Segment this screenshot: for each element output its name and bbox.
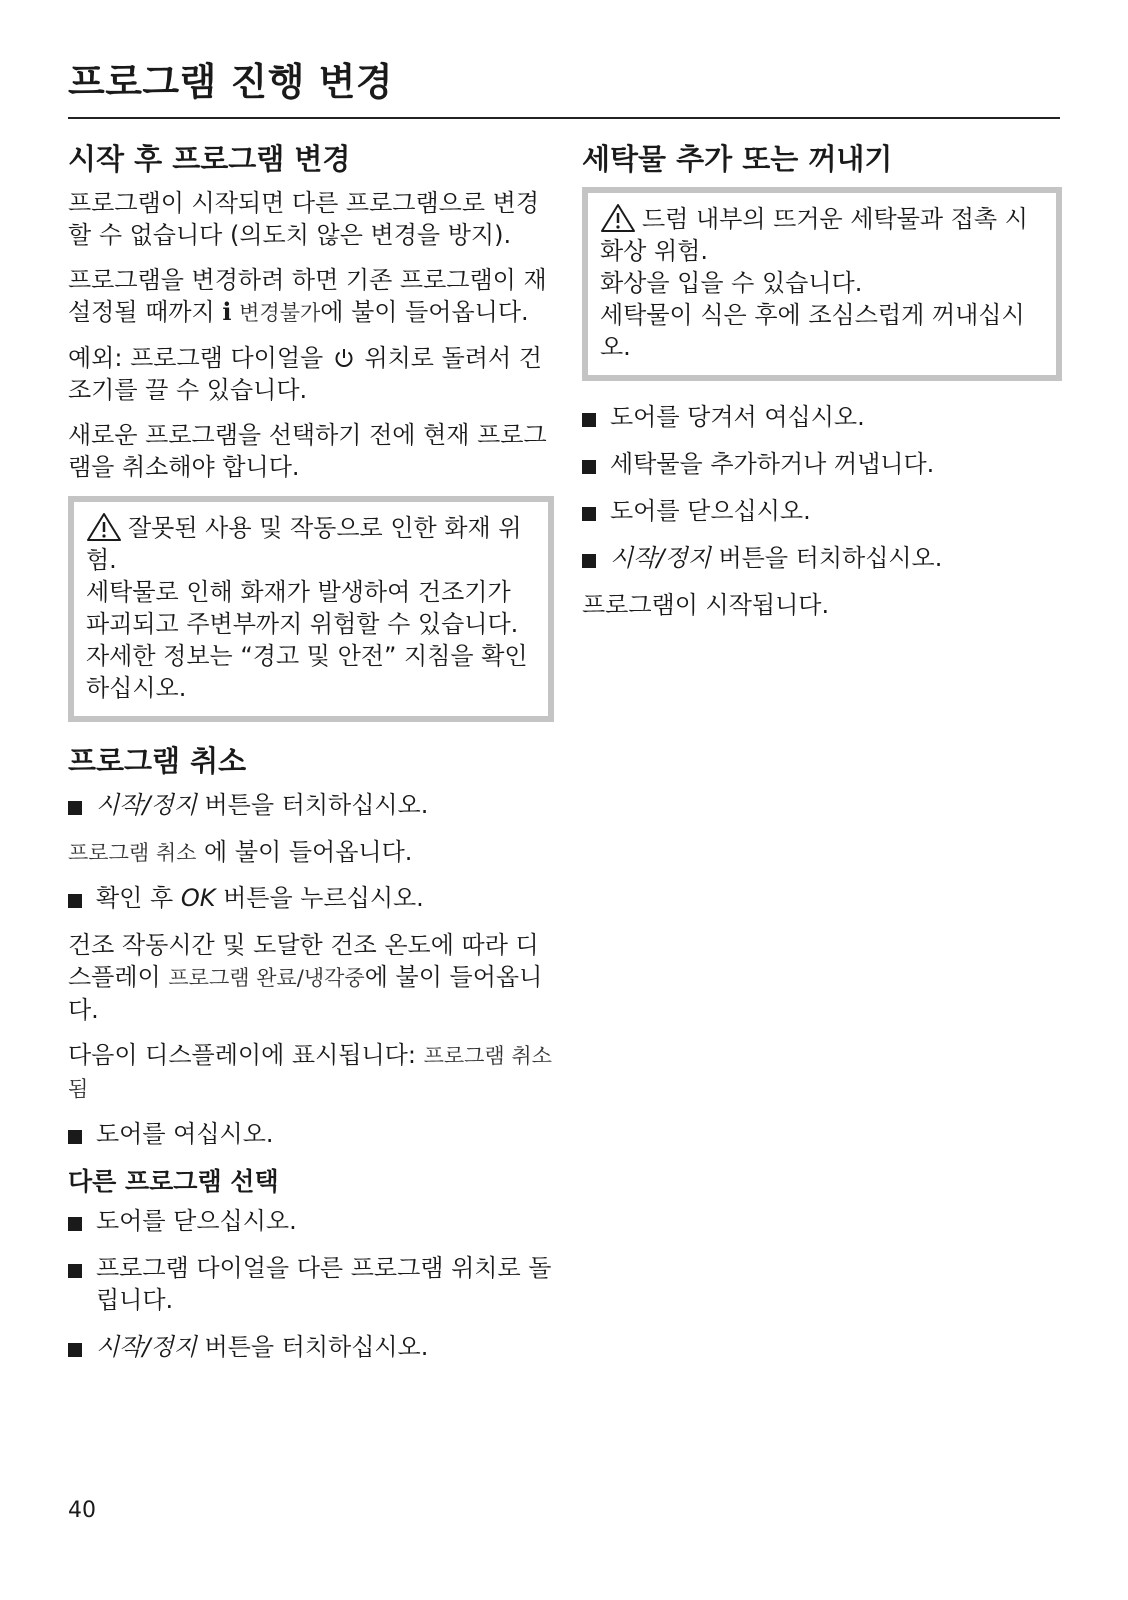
text: 위치로 돌려서 건조기를 끌 수 있습니다. <box>68 344 542 405</box>
paragraph-display-shows <box>68 1039 554 1105</box>
paragraph-change-attempt <box>68 264 554 329</box>
display-text-program-cancel: 프로그램 취소 <box>68 841 197 866</box>
paragraph-exception <box>68 342 554 406</box>
fire-warning-box <box>68 496 554 722</box>
text: 세탁물을 추가하거나 꺼냅니다. <box>610 450 935 479</box>
warning-triangle-icon <box>86 512 122 542</box>
list-item <box>68 882 554 914</box>
paragraph-drying-complete <box>68 929 554 1026</box>
bullet-square-icon <box>582 554 596 568</box>
text: 에 불이 들어옵니다. <box>320 298 529 327</box>
text: 확인 후 <box>96 884 181 913</box>
power-off-icon <box>333 347 355 369</box>
text: 버튼을 누르십시오. <box>215 884 424 913</box>
warning-line: 세탁물이 식은 후에 조심스럽게 꺼내십시오. <box>600 301 1025 362</box>
list-item <box>68 1252 554 1316</box>
text: 버튼을 터치하십시오. <box>196 1333 429 1362</box>
text: 도어를 당겨서 여십시오. <box>610 403 865 432</box>
title-rule <box>68 117 1060 119</box>
text: 도어를 닫으십시오. <box>610 497 811 526</box>
list-item <box>582 542 1062 574</box>
list-item <box>68 1205 554 1237</box>
text: 도어를 여십시오. <box>96 1120 274 1149</box>
bullet-square-icon <box>582 460 596 474</box>
text: 잘못된 사용 및 작동으로 인한 화재 위험. <box>86 514 522 575</box>
list-item <box>582 401 1062 433</box>
text: 에 불이 들어옵니다. <box>68 963 543 1025</box>
display-text-program-cancelled: 프로그램 취소됨 <box>68 1044 552 1102</box>
bullet-square-icon <box>68 1130 82 1144</box>
display-text-program-complete: 프로그램 완료/냉각중 <box>168 966 365 991</box>
section-title-add-remove-laundry: 세탁물 추가 또는 꺼내기 <box>582 142 893 176</box>
list-item <box>582 448 1062 480</box>
text: 건조 작동시간 및 도달한 건조 온도에 따라 디스플레이 <box>68 931 539 992</box>
bullet-square-icon <box>68 1264 82 1278</box>
list-item <box>68 789 554 821</box>
bullet-square-icon <box>68 1217 82 1231</box>
paragraph-cancel-lit <box>68 836 554 869</box>
bullet-square-icon <box>68 1343 82 1357</box>
start-stop-label: 시작/정지 <box>96 791 197 820</box>
text: 버튼을 터치하십시오. <box>710 544 943 573</box>
start-stop-label: 시작/정지 <box>610 544 711 573</box>
display-text-change-not-possible: 변경불가 <box>239 301 321 326</box>
list-item <box>68 1331 554 1363</box>
paragraph-program-starts: 프로그램이 시작됩니다. <box>582 591 830 620</box>
list-item <box>582 495 1062 527</box>
section-title-select-other: 다른 프로그램 선택 <box>68 1167 279 1197</box>
start-stop-label: 시작/정지 <box>96 1333 197 1362</box>
text: 도어를 닫으십시오. <box>96 1207 297 1236</box>
bullet-square-icon <box>582 507 596 521</box>
text: 프로그램을 변경하려 하면 기존 프로그램이 재설정될 때까지 <box>68 266 547 327</box>
warning-line <box>86 512 536 576</box>
bullet-square-icon <box>68 894 82 908</box>
burn-warning-box <box>582 187 1062 381</box>
warning-line: 자세한 정보는 “경고 및 안전” 지침을 확인하십시오. <box>86 642 528 703</box>
section-title-cancel-program: 프로그램 취소 <box>68 744 247 779</box>
right-column <box>582 140 1062 634</box>
warning-line: 세탁물로 인해 화재가 발생하여 건조기가 파괴되고 주변부까지 위험할 수 있습니다. <box>86 578 519 639</box>
bullet-square-icon <box>582 413 596 427</box>
section-title-change-after-start: 시작 후 프로그램 변경 <box>68 142 351 176</box>
info-icon: i <box>222 297 232 327</box>
bullet-square-icon <box>68 801 82 815</box>
text: 프로그램 다이얼을 다른 프로그램 위치로 돌립니다. <box>96 1254 552 1315</box>
paragraph-no-change: 프로그램이 시작되면 다른 프로그램으로 변경할 수 없습니다 (의도치 않은 변경을 방지). <box>68 189 540 250</box>
text: 드럼 내부의 뜨거운 세탁물과 접촉 시 화상 위험. <box>600 205 1028 266</box>
text: 버튼을 터치하십시오. <box>196 791 429 820</box>
left-column <box>68 140 554 1378</box>
text: 에 불이 들어옵니다. <box>196 838 413 867</box>
text: 예외: 프로그램 다이얼을 <box>68 344 331 373</box>
warning-line: 화상을 입을 수 있습니다. <box>600 269 863 298</box>
page-title: 프로그램 진행 변경 <box>68 60 394 104</box>
list-item <box>68 1118 554 1150</box>
warning-line <box>600 203 1044 267</box>
paragraph-cancel-first: 새로운 프로그램을 선택하기 전에 현재 프로그램을 취소해야 합니다. <box>68 421 547 482</box>
page-number: 40 <box>68 1498 96 1523</box>
warning-triangle-icon <box>600 203 636 233</box>
text: 다음이 디스플레이에 표시됩니다: <box>68 1041 424 1070</box>
ok-label: OK <box>180 884 216 913</box>
